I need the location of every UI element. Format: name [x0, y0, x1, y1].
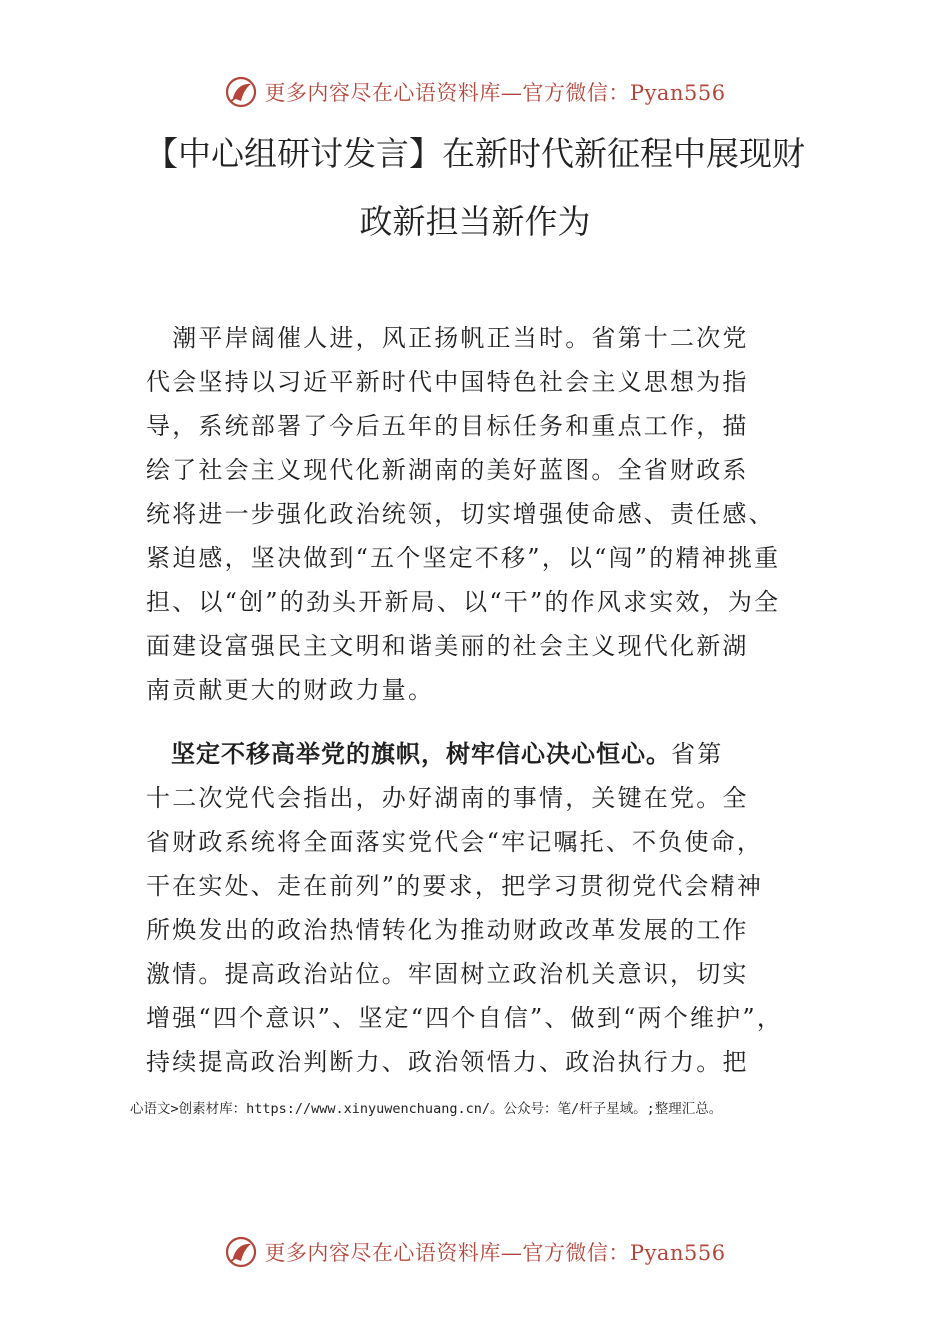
brand-logo-icon	[224, 75, 258, 109]
text-line: 代会坚持以习近平新时代中国特色社会主义思想为指	[146, 368, 749, 396]
text-line: 十二次党代会指出，办好湖南的事情，关键在党。全	[146, 784, 749, 812]
banner-text: 更多内容尽在心语资料库—官方微信：Pyan556	[264, 81, 726, 105]
text-line: 面建设富强民主文明和谐美丽的社会主义现代化新湖	[146, 632, 749, 660]
text-line-rest: 省第	[671, 740, 724, 768]
paragraph-2-first-line	[146, 734, 723, 769]
document-title-line-2: 政新担当新作为	[359, 202, 591, 241]
source-note: 心语文>创素材库：https://www.xinyuwenchuang.cn/。公众号：笔/杆子星域。;整理汇总。	[130, 1101, 723, 1117]
text-line: 导，系统部署了今后五年的目标任务和重点工作，描	[146, 412, 749, 440]
text-line: 所焕发出的政治热情转化为推动财政改革发展的工作	[146, 916, 749, 944]
footer-banner	[0, 1232, 950, 1272]
text-line: 绘了社会主义现代化新湖南的美好蓝图。全省财政系	[146, 456, 749, 484]
text-line: 担、以“创”的劲头开新局、以“干”的作风求实效，为全	[146, 588, 781, 616]
document-title-line-1: 【中心组研讨发言】在新时代新征程中展现财	[145, 134, 805, 173]
header-banner	[0, 72, 950, 112]
text-line: 增强“四个意识”、坚定“四个自信”、做到“两个维护”，	[146, 1004, 784, 1032]
text-line: 潮平岸阔催人进，风正扬帆正当时。省第十二次党	[146, 324, 749, 352]
text-line: 持续提高政治判断力、政治领悟力、政治执行力。把	[146, 1048, 749, 1076]
text-line: 紧迫感，坚决做到“五个坚定不移”，以“闯”的精神挑重	[146, 544, 781, 572]
text-line: 统将进一步强化政治统领，切实增强使命感、责任感、	[146, 500, 775, 528]
text-line: 激情。提高政治站位。牢固树立政治机关意识，切实	[146, 960, 749, 988]
text-line: 干在实处、走在前列”的要求，把学习贯彻党代会精神	[146, 872, 764, 900]
text-line: 南贡献更大的财政力量。	[146, 676, 435, 704]
text-line: 省财政系统将全面落实党代会“牢记嘱托、不负使命，	[146, 828, 764, 856]
banner-text: 更多内容尽在心语资料库—官方微信：Pyan556	[264, 1241, 726, 1265]
brand-logo-icon	[224, 1235, 258, 1269]
paragraph-heading: 坚定不移高举党的旗帜，树牢信心决心恒心。	[146, 740, 671, 768]
